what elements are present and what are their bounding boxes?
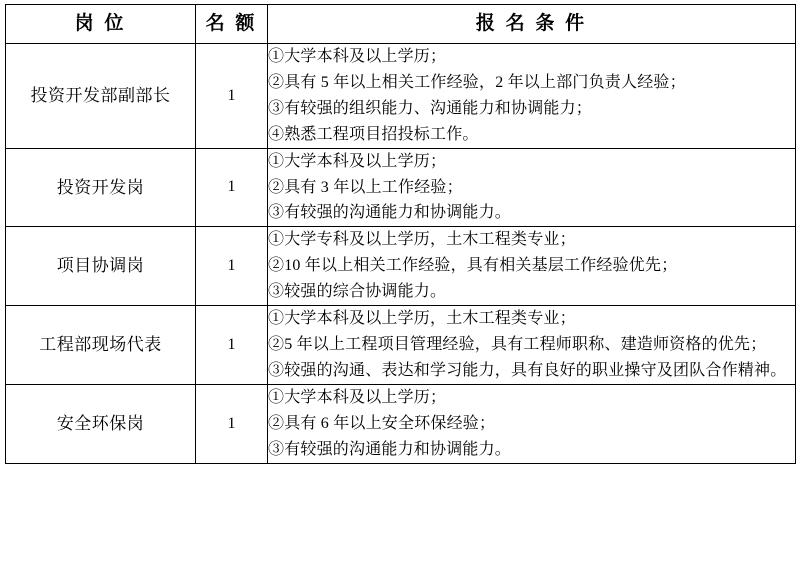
requirement-line: ③较强的综合协调能力。: [268, 283, 447, 301]
cell-requirements: [268, 384, 796, 463]
table-row: [6, 44, 796, 149]
cell-requirements: [268, 227, 796, 306]
cell-post: 投资开发岗: [6, 148, 196, 227]
cell-quota: 1: [196, 306, 268, 385]
cell-quota: 1: [196, 384, 268, 463]
cell-requirements: [268, 306, 796, 385]
requirement-line: ③有较强的组织能力、沟通能力和协调能力；: [268, 99, 593, 117]
table-body: [6, 44, 796, 464]
requirement-line: ②具有 5 年以上相关工作经验，2 年以上部门负责人经验；: [268, 73, 686, 91]
requirement-line: ③有较强的沟通能力和协调能力。: [268, 440, 512, 458]
cell-post: 安全环保岗: [6, 384, 196, 463]
cell-quota: 1: [196, 148, 268, 227]
requirement-line: ①大学专科及以上学历，土木工程类专业；: [268, 231, 576, 249]
requirement-line: ④熟悉工程项目招投标工作。: [268, 125, 479, 143]
column-header-quota: 名 额: [196, 5, 268, 44]
cell-quota: 1: [196, 227, 268, 306]
cell-post: 投资开发部副部长: [6, 44, 196, 149]
cell-quota: 1: [196, 44, 268, 149]
table-row: [6, 148, 796, 227]
requirement-line: ①大学本科及以上学历；: [268, 388, 447, 406]
requirement-line: ②具有 6 年以上安全环保经验；: [268, 414, 496, 432]
requirement-line: ③有较强的沟通能力和协调能力。: [268, 204, 512, 222]
cell-requirements: [268, 44, 796, 149]
column-header-requirements: 报 名 条 件: [268, 5, 796, 44]
cell-post: 工程部现场代表: [6, 306, 196, 385]
cell-requirements: [268, 148, 796, 227]
requirement-line: ①大学本科及以上学历，土木工程类专业；: [268, 310, 576, 328]
column-header-post: 岗 位: [6, 5, 196, 44]
requirement-line: ②10 年以上相关工作经验，具有相关基层工作经验优先；: [268, 257, 678, 275]
requirement-line: ①大学本科及以上学历；: [268, 48, 447, 65]
table-row: [6, 227, 796, 306]
table-row: [6, 384, 796, 463]
requirement-line: ③较强的沟通、表达和学习能力，具有良好的职业操守及团队合作精神。: [268, 361, 787, 379]
cell-post: 项目协调岗: [6, 227, 196, 306]
recruitment-table: [5, 4, 796, 464]
requirement-line: ②具有 3 年以上工作经验；: [268, 178, 463, 196]
table-header: [6, 5, 796, 44]
table-header-row: [6, 5, 796, 44]
requirement-line: ②5 年以上工程项目管理经验，具有工程师职称、建造师资格的优先；: [268, 335, 767, 353]
requirement-line: ①大学本科及以上学历；: [268, 152, 447, 170]
table-row: [6, 306, 796, 385]
